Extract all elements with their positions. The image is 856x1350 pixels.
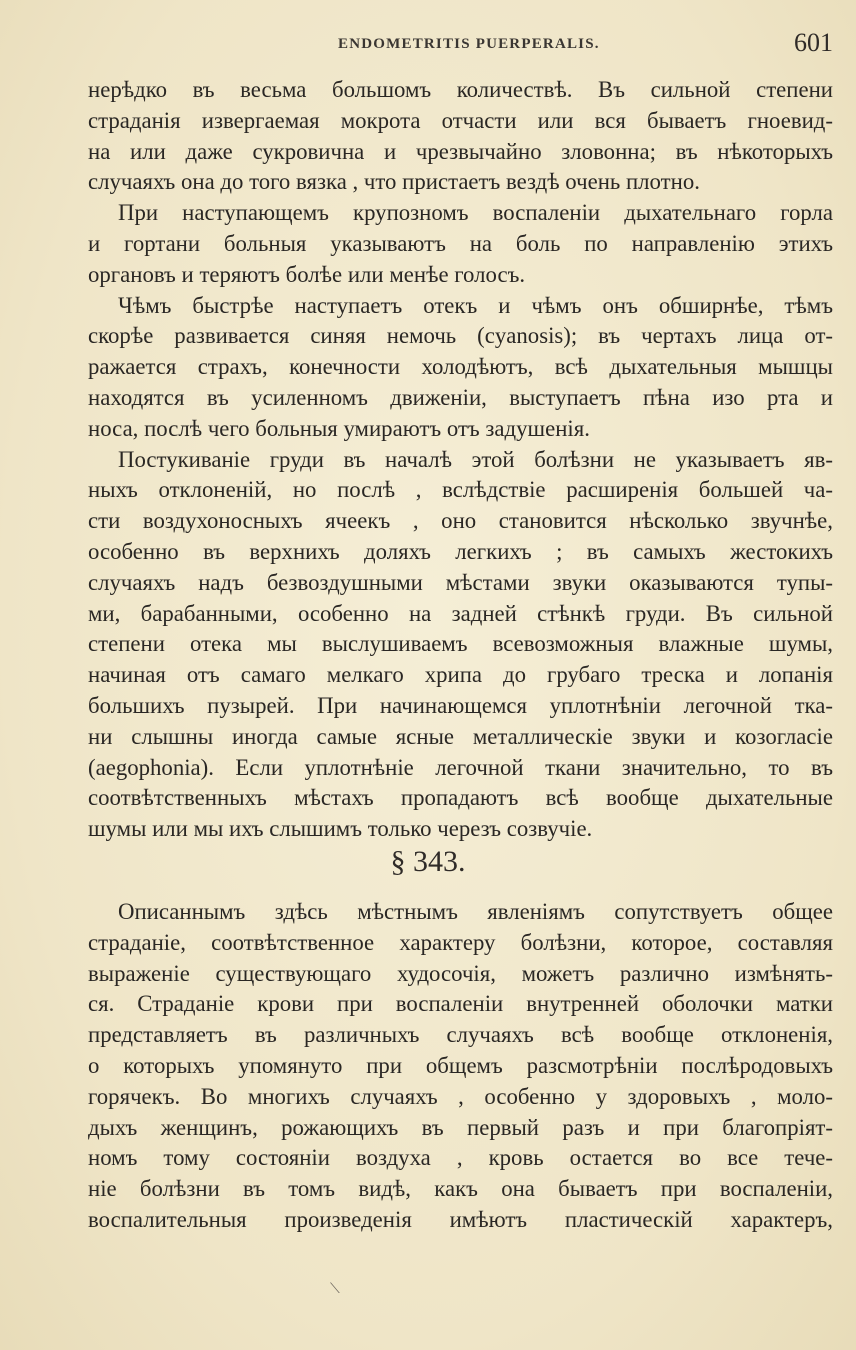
text-line: на или даже сукровична и чрезвычайно зловонна; въ нѣкоторыхъ [88, 138, 833, 164]
text-line: ніе болѣзни въ томъ видѣ, какъ она бываетъ при воспаленіи, [88, 1176, 833, 1202]
text-line: дыхъ женщинъ, рожающихъ въ первый разъ и при благопріят- [88, 1114, 833, 1140]
text-line: скорѣе развивается синяя немочь (cyanosis); въ чертахъ лица от- [88, 323, 833, 349]
body-text-section-2 [88, 897, 833, 1236]
text-line: носа, послѣ чего больныя умираютъ отъ задушенія. [88, 415, 590, 441]
text-line: ни слышны иногда самые ясные металлическіе звуки и козогласіе [88, 723, 833, 749]
text-line: страданіе, соотвѣтственное характеру болѣзни, которое, составляя [88, 929, 833, 955]
text-line: воспалительныя произведенія имѣютъ пластическій характеръ, [88, 1206, 833, 1232]
text-line: выраженіе существующаго худосочія, можетъ различно измѣнять- [88, 960, 833, 986]
ink-speck: ⟍ [330, 1282, 340, 1297]
text-line: степени отека мы выслушиваемъ всевозможныя влажные шумы, [88, 631, 833, 657]
page-header [88, 28, 833, 60]
text-line: нерѣдко въ весьма большомъ количествѣ. Въ сильной степени [88, 77, 833, 102]
text-line: соотвѣтственныхъ мѣстахъ пропадаютъ всѣ вообще дыхательные [88, 785, 833, 811]
text-line: большихъ пузырей. При начинающемся уплотнѣніи легочной тка- [88, 692, 833, 718]
text-line: находятся въ усиленномъ движеніи, выступаетъ пѣна изо рта и [88, 384, 833, 410]
paragraph-first-line: Постукиваніе груди въ началѣ этой болѣзни не указываетъ яв- [118, 446, 833, 472]
paragraph-first-line: При наступающемъ крупозномъ воспаленіи дыхательнаго горла [118, 200, 833, 226]
text-line: ражается страхъ, конечности холодѣютъ, всѣ дыхательныя мышцы [88, 354, 833, 380]
page-number: 601 [794, 28, 833, 57]
text-line: ныхъ отклоненій, но послѣ , вслѣдствіе расширенія большей ча- [88, 477, 833, 503]
running-head: ENDOMETRITIS PUERPERALIS. [338, 36, 600, 52]
text-line: случаяхъ надъ безвоздушными мѣстами звуки оказываются тупы- [88, 569, 833, 595]
section-heading: § 343. [390, 845, 466, 878]
text-line: сти воздухоносныхъ ячеекъ , оно становится нѣсколько звучнѣе, [88, 508, 833, 534]
text-line: ся. Страданіе крови при воспаленіи внутренней оболочки матки [88, 991, 833, 1017]
text-line: страданія извергаемая мокрота отчасти или вся бываетъ гноевид- [88, 107, 833, 133]
text-line: ми, барабанными, особенно на задней стѣнкѣ груди. Въ сильной [88, 600, 833, 626]
text-line: представляетъ въ различныхъ случаяхъ всѣ вообще отклоненія, [88, 1022, 833, 1048]
text-line: и гортани больныя указываютъ на боль по направленію этихъ [88, 230, 833, 256]
paragraph-first-line: Чѣмъ быстрѣе наступаетъ отекъ и чѣмъ онъ обширнѣе, тѣмъ [118, 292, 833, 318]
text-line: горячекъ. Во многихъ случаяхъ , особенно у здоровыхъ , моло- [88, 1083, 833, 1109]
text-line: особенно въ верхнихъ доляхъ легкихъ ; въ самыхъ жестокихъ [88, 538, 833, 564]
text-line: органовъ и теряютъ болѣе или менѣе голосъ. [88, 261, 526, 287]
body-text-section-1 [88, 75, 833, 845]
text-line: шумы или мы ихъ слышимъ только черезъ созвучіе. [88, 816, 593, 842]
text-line: начиная отъ самаго мелкаго хрипа до грубаго треска и лопанія [88, 662, 833, 688]
text-line: (aegophonia). Если уплотнѣніе легочной ткани значительно, то въ [88, 754, 833, 780]
text-line: номъ тому состояніи воздуха , кровь остается во все тече- [88, 1145, 833, 1171]
text-line: случаяхъ она до того вязка , что пристаетъ вездѣ очень плотно. [88, 169, 700, 195]
paragraph-first-line: Описаннымъ здѣсь мѣстнымъ явленіямъ сопутствуетъ общее [118, 899, 833, 924]
text-line: о которыхъ упомянуто при общемъ разсмотрѣніи послѣродовыхъ [88, 1052, 833, 1078]
